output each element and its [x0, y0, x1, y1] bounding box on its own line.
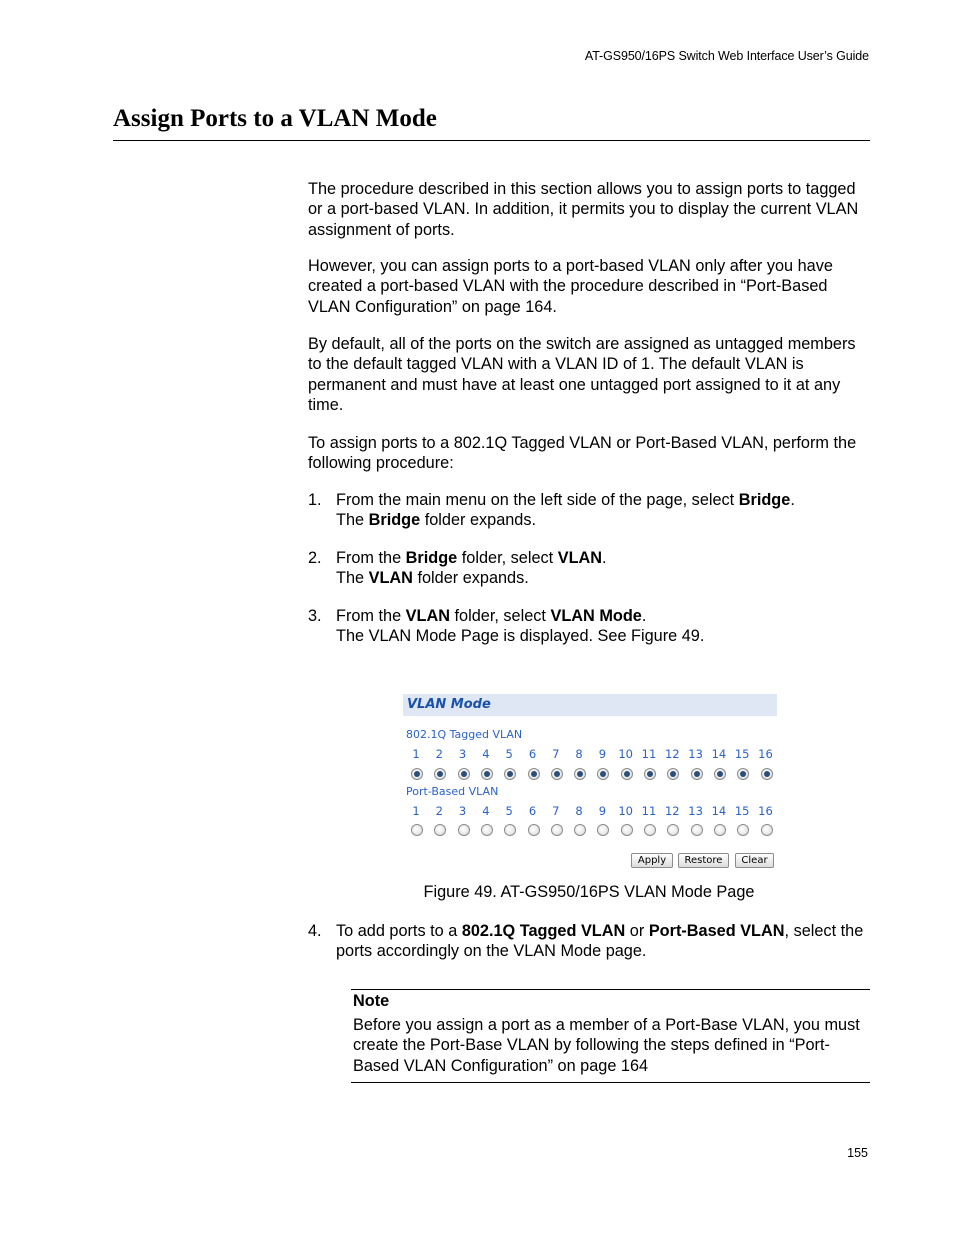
- vlan-type: Port-Based VLAN: [648, 922, 785, 940]
- port-number: 10: [618, 804, 633, 818]
- port-radio-1[interactable]: [411, 824, 423, 836]
- port-number: 1: [412, 747, 420, 761]
- tagged-vlan-label: 802.1Q Tagged VLAN: [406, 728, 523, 741]
- figure-caption: Figure 49. AT-GS950/16PS VLAN Mode Page: [423, 883, 755, 901]
- title-rule: [113, 140, 870, 141]
- port-radio-6[interactable]: [528, 824, 540, 836]
- port-number: 4: [482, 804, 490, 818]
- port-number: 12: [664, 804, 680, 818]
- port-number: 7: [552, 747, 560, 761]
- port-radio-1[interactable]: [411, 768, 423, 780]
- port-radio-11[interactable]: [644, 824, 656, 836]
- port-radio-15[interactable]: [737, 768, 749, 780]
- port-radio-12[interactable]: [667, 768, 679, 780]
- step-number: 1.: [308, 491, 322, 509]
- port-number: 12: [664, 747, 680, 761]
- step-number: 4.: [308, 922, 322, 940]
- port-radio-5[interactable]: [504, 824, 516, 836]
- menu-name: VLAN: [405, 607, 450, 625]
- step-line: To add ports to a 802.1Q Tagged VLAN or Port-Based VLAN, select the ports accordingly on the VLAN Mode page.: [336, 922, 864, 961]
- port-radio-6[interactable]: [528, 768, 540, 780]
- port-number: 14: [711, 804, 727, 818]
- port-radio-9[interactable]: [597, 768, 609, 780]
- menu-name: Bridge: [405, 549, 458, 567]
- port-radio-14[interactable]: [714, 768, 726, 780]
- port-number: 6: [528, 747, 537, 761]
- clear-button[interactable]: Clear: [735, 853, 774, 868]
- step-2: [308, 548, 870, 589]
- vlan-mode-figure: [403, 694, 777, 872]
- step-4: [308, 921, 870, 962]
- port-radio-15[interactable]: [737, 824, 749, 836]
- tagged-port-numbers: [403, 747, 777, 761]
- section-title: Assign Ports to a VLAN Mode: [113, 105, 437, 132]
- prerequisite-paragraph: [308, 256, 870, 317]
- menu-name: VLAN: [557, 549, 603, 567]
- port-radio-13[interactable]: [691, 768, 703, 780]
- note-title: Note: [353, 992, 390, 1010]
- port-number: 4: [482, 747, 490, 761]
- port-number: 5: [505, 747, 513, 761]
- port-number: 16: [758, 747, 773, 761]
- port-number: 13: [688, 804, 703, 818]
- port-number: 11: [641, 747, 657, 761]
- paragraph-4: To assign ports to a 802.1Q Tagged VLAN or Port-Based VLAN, perform the following procedure:: [308, 434, 857, 473]
- port-radio-10[interactable]: [621, 824, 633, 836]
- default-paragraph: [308, 334, 870, 416]
- vlan-type: 802.1Q Tagged VLAN: [461, 922, 626, 940]
- running-header: AT-GS950/16PS Switch Web Interface User’s Guide: [584, 49, 869, 63]
- intro-paragraph: [308, 179, 870, 240]
- port-number: 15: [734, 804, 750, 818]
- step-line: From the main menu on the left side of the page, select Bridge.: [336, 491, 795, 509]
- step-1: [308, 490, 870, 531]
- paragraph-1: The procedure described in this section allows you to assign ports to tagged or a port-based VLAN. In addition, it permits you to display the current VLAN assignment of ports.: [308, 180, 859, 239]
- port-number: 15: [734, 747, 750, 761]
- port-based-port-numbers: [403, 804, 777, 818]
- port-based-port-radios: [403, 824, 777, 838]
- port-number: 8: [575, 747, 583, 761]
- menu-name: VLAN Mode: [550, 607, 642, 625]
- port-radio-16[interactable]: [761, 824, 773, 836]
- port-radio-2[interactable]: [434, 824, 446, 836]
- apply-button[interactable]: Apply: [631, 853, 673, 868]
- port-radio-7[interactable]: [551, 824, 563, 836]
- step-number: 2.: [308, 549, 322, 567]
- port-radio-2[interactable]: [434, 768, 446, 780]
- note-body: Before you assign a port as a member of a Port-Base VLAN, you must create the Port-Base VLAN by following the steps defined in “Port-Based VLAN Configuration” on page 164: [353, 1016, 860, 1075]
- port-radio-5[interactable]: [504, 768, 516, 780]
- port-number: 8: [575, 804, 583, 818]
- step-result: The Bridge folder expands.: [336, 511, 537, 530]
- port-number: 10: [618, 747, 633, 761]
- step-line: From the VLAN folder, select VLAN Mode.: [336, 607, 647, 625]
- port-radio-14[interactable]: [714, 824, 726, 836]
- port-number: 7: [552, 804, 560, 818]
- paragraph-2: However, you can assign ports to a port-based VLAN only after you have created a port-based VLAN with the procedure described in “Port-Based VLAN Configuration” on page 164.: [308, 257, 833, 316]
- step-line: From the Bridge folder, select VLAN.: [336, 549, 607, 567]
- procedure-intro-paragraph: [308, 433, 870, 474]
- menu-name: VLAN: [368, 569, 413, 588]
- step-number: 3.: [308, 607, 322, 625]
- port-radio-3[interactable]: [458, 768, 470, 780]
- port-radio-4[interactable]: [481, 824, 493, 836]
- port-radio-8[interactable]: [574, 768, 586, 780]
- port-radio-4[interactable]: [481, 768, 493, 780]
- figure-title: VLAN Mode: [407, 697, 491, 712]
- step-result: The VLAN Mode Page is displayed. See Figure 49.: [336, 627, 705, 646]
- port-number: 3: [458, 747, 467, 761]
- port-radio-12[interactable]: [667, 824, 679, 836]
- step-result: The VLAN folder expands.: [336, 569, 529, 588]
- port-based-vlan-label: Port-Based VLAN: [406, 785, 499, 798]
- port-radio-8[interactable]: [574, 824, 586, 836]
- port-number: 5: [505, 804, 513, 818]
- port-number: 14: [711, 747, 727, 761]
- port-number: 6: [528, 804, 537, 818]
- port-number: 3: [458, 804, 467, 818]
- tagged-port-radios: [403, 768, 777, 782]
- figure-title-bar: [403, 694, 777, 716]
- step-3: [308, 606, 870, 647]
- port-radio-9[interactable]: [597, 824, 609, 836]
- port-number: 1: [412, 804, 420, 818]
- port-radio-3[interactable]: [458, 824, 470, 836]
- menu-name: Bridge: [368, 511, 421, 530]
- note-box: [351, 989, 870, 1083]
- page-number: 155: [847, 1146, 868, 1160]
- port-number: 13: [688, 747, 703, 761]
- port-radio-13[interactable]: [691, 824, 703, 836]
- port-number: 9: [598, 804, 607, 818]
- port-number: 2: [435, 804, 443, 818]
- menu-name: Bridge: [738, 491, 791, 509]
- port-radio-11[interactable]: [644, 768, 656, 780]
- port-number: 16: [758, 804, 773, 818]
- restore-button[interactable]: Restore: [678, 853, 729, 868]
- paragraph-3: By default, all of the ports on the switch are assigned as untagged members to the default tagged VLAN with a VLAN ID of 1. The default VLAN is permanent and must have at least one untagged port assigned to it at any time.: [308, 335, 856, 415]
- port-number: 11: [641, 804, 657, 818]
- port-number: 9: [598, 747, 607, 761]
- port-radio-7[interactable]: [551, 768, 563, 780]
- port-number: 2: [435, 747, 443, 761]
- port-radio-16[interactable]: [761, 768, 773, 780]
- port-radio-10[interactable]: [621, 768, 633, 780]
